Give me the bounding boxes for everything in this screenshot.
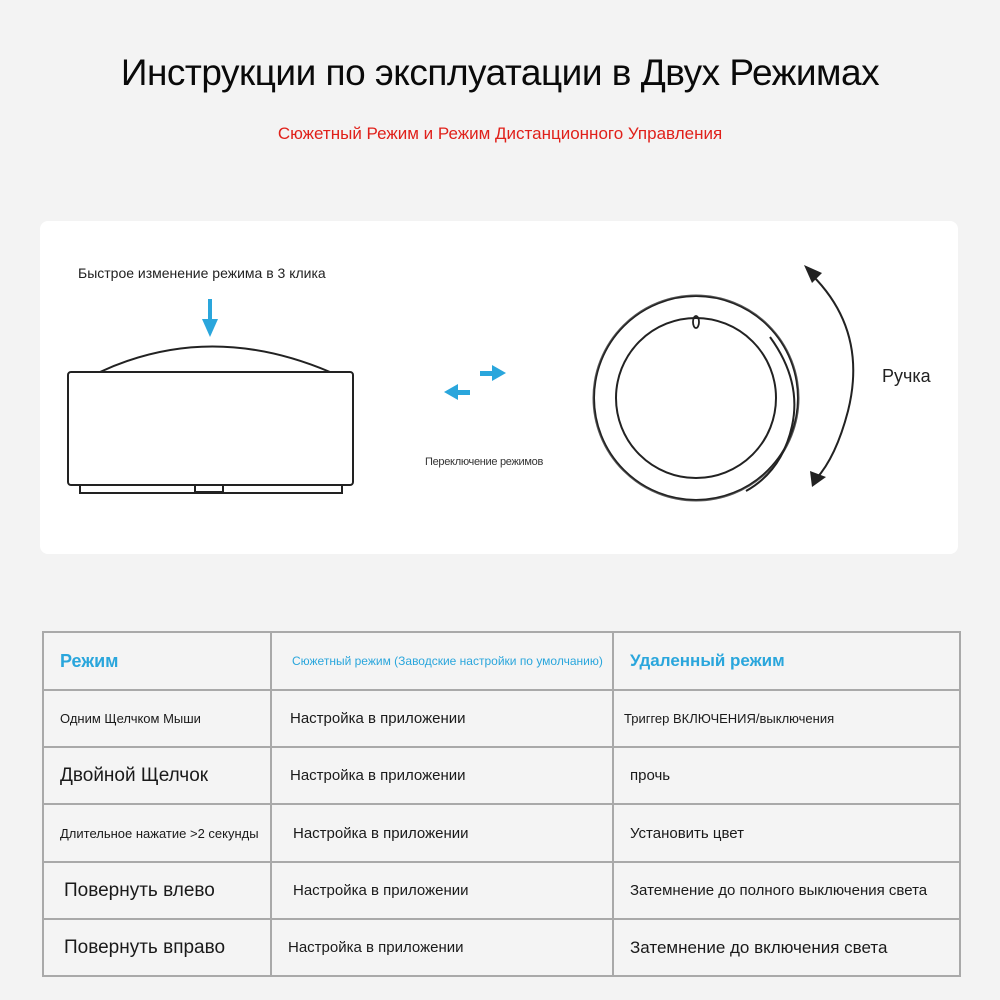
row-remote-value: Триггер ВКЛЮЧЕНИЯ/выключения [613, 690, 960, 747]
row-remote-value: Затемнение до полного выключения света [613, 862, 960, 919]
table-row [43, 919, 960, 976]
page-title: Инструкции по эксплуатации в Двух Режимах [120, 52, 880, 93]
rotation-arrow-icon [804, 265, 853, 487]
row-scene-value: Настройка в приложении [271, 862, 613, 919]
row-scene-value: Настройка в приложении [271, 804, 613, 862]
row-remote-value: Затемнение до включения света [613, 919, 960, 976]
row-scene-value: Настройка в приложении [271, 919, 613, 976]
mode-switch-arrows-icon [444, 365, 506, 400]
row-action: Длительное нажатие >2 секунды [43, 804, 271, 862]
device-side-view [68, 347, 353, 494]
table-row [43, 804, 960, 862]
mode-switch-label: Переключение режимов [425, 456, 544, 468]
modes-table [42, 631, 961, 977]
header-mode: Режим [43, 632, 271, 690]
header-scene-mode: Сюжетный режим (Заводские настройки по умолчанию) [271, 632, 613, 690]
knob-illustration [593, 295, 799, 501]
row-action: Двойной Щелчок [43, 747, 271, 804]
header-remote-mode: Удаленный режим [613, 632, 960, 690]
row-remote-value: прочь [613, 747, 960, 804]
illustration-panel [40, 221, 958, 554]
row-action: Повернуть влево [43, 862, 271, 919]
row-action: Повернуть вправо [43, 919, 271, 976]
table-header-row [43, 632, 960, 690]
row-scene-value: Настройка в приложении [271, 747, 613, 804]
row-remote-value: Установить цвет [613, 804, 960, 862]
press-down-arrow-icon [202, 299, 218, 337]
page-subtitle: Сюжетный Режим и Режим Дистанционного Управления [277, 124, 723, 143]
knob-label: Ручка [882, 366, 931, 386]
row-scene-value: Настройка в приложении [271, 690, 613, 747]
quick-change-label: Быстрое изменение режима в 3 клика [78, 265, 326, 281]
table-row [43, 690, 960, 747]
table-row [43, 862, 960, 919]
table-row [43, 747, 960, 804]
row-action: Одним Щелчком Мыши [43, 690, 271, 747]
